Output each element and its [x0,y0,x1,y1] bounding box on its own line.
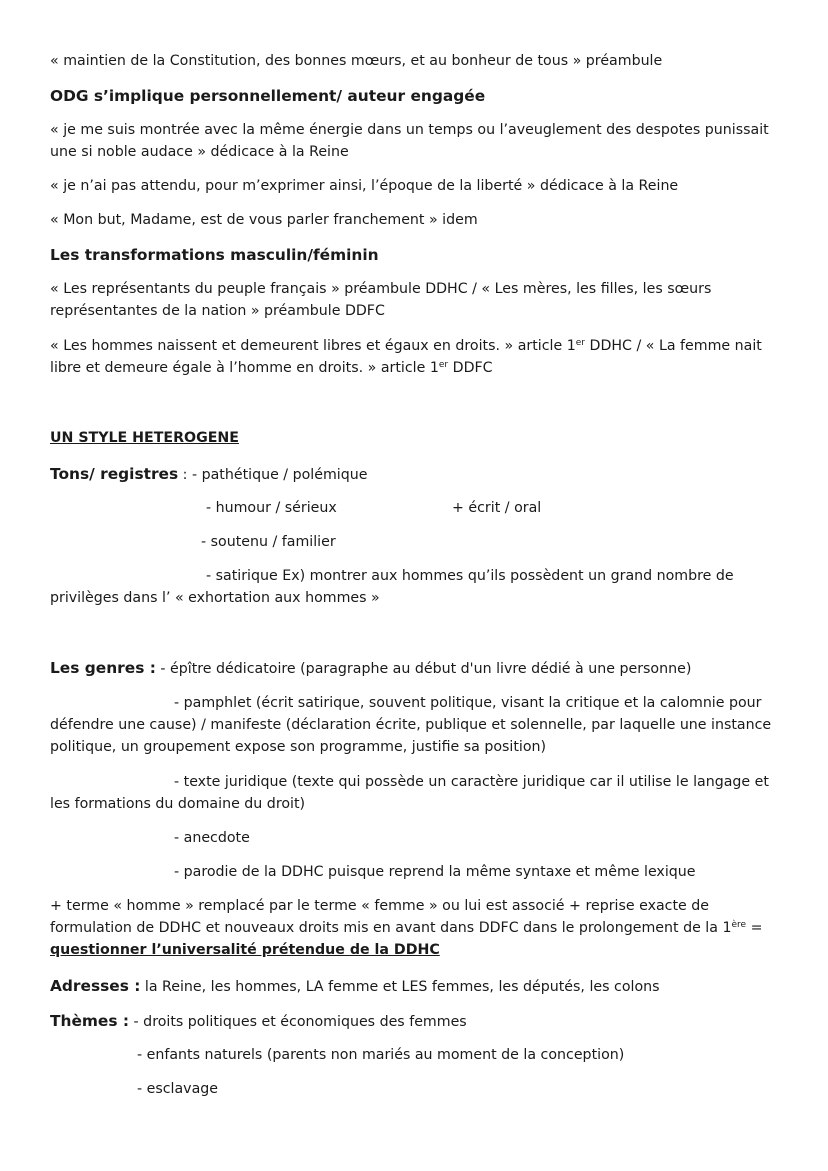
tons-line-3: - soutenu / familier [201,534,336,550]
heading-transformations: Les transformations masculin/féminin [50,246,379,264]
themes-line-1: Thèmes : - droits politiques et économiques des femmes [50,1012,467,1030]
quote-dedication-1b: une si noble audace » dédicace à la Reine [50,144,349,160]
tons-line-1: Tons/ registres : - pathétique / polémique [50,465,368,483]
tons-line-4a: - satirique Ex) montrer aux hommes qu’ils possèdent un grand nombre de [206,568,734,584]
genres-line-3b: les formations du domaine du droit) [50,796,306,812]
compare-preamble-b: représentantes de la nation » préambule DDFC [50,303,385,319]
quote-preamble: « maintien de la Constitution, des bonnes mœurs, et au bonheur de tous » préambule [50,53,663,69]
plus-line-b: formulation de DDHC et nouveaux droits mis en avant dans DDFC dans le prolongement de la 1ère = [50,920,763,936]
section-title-style: UN STYLE HETEROGENE [50,430,239,446]
genres-line-3a: - texte juridique (texte qui possède un caractère juridique car il utilise le langage et [174,774,769,790]
compare-article-b: libre et demeure égale à l’homme en droits. » article 1er DDFC [50,360,493,376]
compare-preamble-a: « Les représentants du peuple français » préambule DDHC / « Les mères, les filles, les sœurs [50,281,712,297]
genres-line-2b: défendre une cause) / manifeste (déclaration écrite, publique et solennelle, par laquelle une instance [50,717,772,733]
plus-line-c-conclusion: questionner l’universalité prétendue de la DDHC [50,942,440,958]
adresses-line: Adresses : la Reine, les hommes, LA femme et LES femmes, les députés, les colons [50,977,660,995]
plus-line-a: + terme « homme » remplacé par le terme « femme » ou lui est associé + reprise exacte de [50,898,710,914]
quote-idem: « Mon but, Madame, est de vous parler franchement » idem [50,212,478,228]
tons-line-2b: + écrit / oral [452,500,542,516]
genres-line-5: - parodie de la DDHC puisque reprend la même syntaxe et même lexique [174,864,696,880]
tons-line-2: - humour / sérieux [206,500,337,516]
quote-dedication-2: « je n’ai pas attendu, pour m’exprimer ainsi, l’époque de la liberté » dédicace à la Reine [50,178,679,194]
genres-line-4: - anecdote [174,830,250,846]
themes-line-3: - esclavage [137,1081,219,1097]
compare-article-a: « Les hommes naissent et demeurent libres et égaux en droits. » article 1er DDHC / « La femme nait [50,338,762,354]
genres-label: Les genres : [50,659,156,677]
themes-line-2: - enfants naturels (parents non mariés au moment de la conception) [137,1047,625,1063]
adresses-label: Adresses : [50,977,141,995]
quote-dedication-1a: « je me suis montrée avec la même énergie dans un temps ou l’aveuglement des despotes punissait [50,122,769,138]
genres-line-2a: - pamphlet (écrit satirique, souvent politique, visant la critique et la calomnie pour [174,695,762,711]
genres-line-2c: politique, un groupement expose son programme, justifie sa position) [50,739,547,755]
genres-line-1: Les genres : - épître dédicatoire (paragraphe au début d'un livre dédié à une personne) [50,659,692,677]
heading-odg-engagement: ODG s’implique personnellement/ auteur engagée [50,87,486,105]
tons-label: Tons/ registres [50,465,179,483]
themes-label: Thèmes : [50,1012,130,1030]
tons-line-4b: privilèges dans l’ « exhortation aux hommes » [50,590,380,606]
